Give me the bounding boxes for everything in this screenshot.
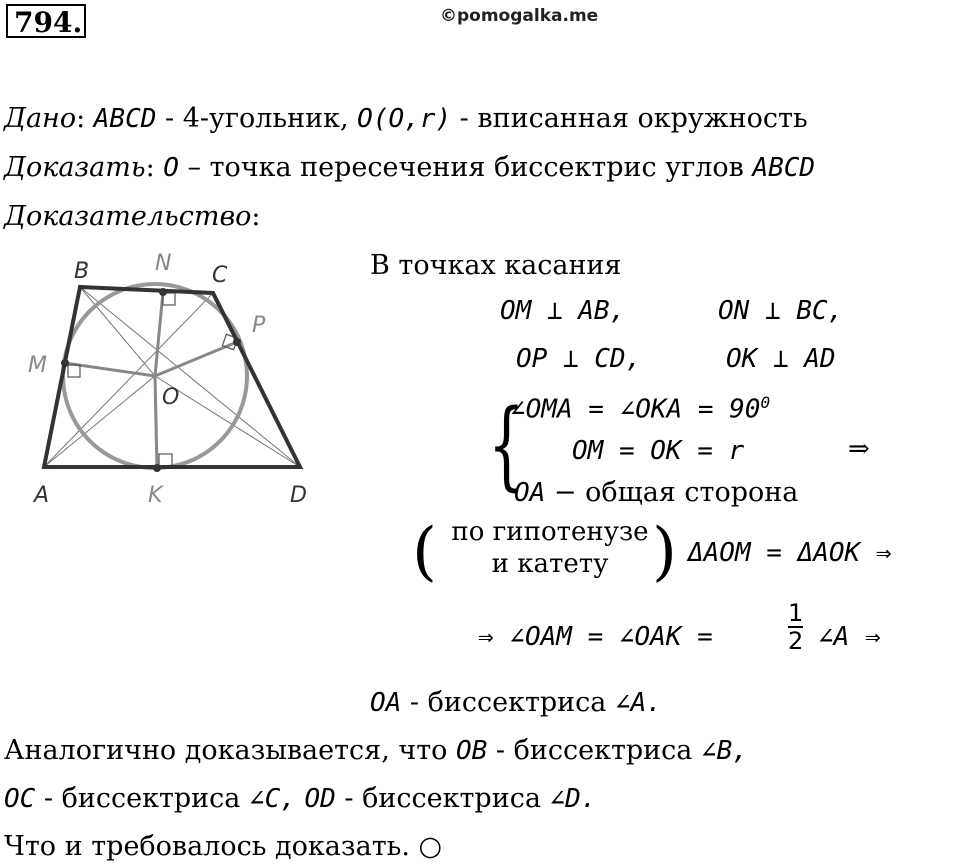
label-a: A [34,483,50,508]
system-line-3 [514,476,798,510]
similar-ob: OB [456,736,488,766]
prove-figure: ABCD [752,153,816,183]
perp-ok-ad: OK ⊥ AD [726,344,836,374]
bisector-a-angle: ∠A. [614,688,662,718]
quadrilateral-figure [0,240,360,520]
others-angle-c: ∠C, [248,784,296,814]
angle-a-implies: ∠A ⇒ [818,622,881,652]
criterion-text [436,516,664,580]
paren-right: ) [652,515,677,589]
similar-text2: - биссектриса [487,735,701,766]
label-n: N [155,251,172,276]
given-text2: - вписанная окружность [451,103,808,134]
similar-angle-b: ∠B, [700,736,748,766]
given-sep: : [76,103,94,134]
system-degree: 0 [760,393,771,412]
bisector-a-text: - биссектриса [401,687,615,718]
prove-sep: : [145,152,164,183]
perp-op-cd: OP ⊥ CD, [516,344,642,374]
system-oa: OA [514,478,546,508]
problem-number-text: 794 [14,6,73,39]
proof-colon: : [251,201,261,232]
system-implies: ⇒ [848,434,870,464]
bisector-a-line [370,686,662,720]
proof-line [4,200,261,234]
tangent-intro: В точках касания [370,250,622,281]
paren-left: ( [412,515,437,589]
prove-label: Доказать [4,152,146,183]
angle-equality: ⇒ ∠OAM = ∠OAK = [478,622,713,652]
given-figure: ABCD [93,104,157,134]
given-text1: - 4-угольник, [156,103,358,134]
label-p: P [252,313,266,338]
others-oc: OC [4,784,36,814]
criterion-line2: и катету [491,549,609,579]
perp-on-bc: ON ⊥ BC, [718,296,844,326]
others-angle-d: ∠D. [549,784,597,814]
site-watermark: ©pomogalka.me [440,6,599,26]
others-text1: - биссектриса [35,783,249,814]
perp-om-ab: OM ⊥ AB, [500,296,626,326]
given-circle: O(O,r) [357,104,452,134]
others-od: OD [304,784,336,814]
one-half [786,600,805,654]
prove-line [4,151,815,185]
given-line [4,102,808,136]
prove-text: – точка пересечения биссектрис углов [178,152,753,183]
triangle-congruence: ΔAOM = ΔAOK ⇒ [688,538,892,568]
label-d: D [290,483,307,508]
system-angles: ∠OMA = ∠OKA = 90 [510,394,761,425]
frac-num: 1 [788,599,804,627]
others-line [4,782,596,816]
others-text2: - биссектриса [335,783,550,814]
system-brace: { [488,389,525,501]
label-c: C [212,263,228,288]
label-o: O [162,385,180,410]
label-k: K [148,483,163,508]
similar-text1: Аналогично доказывается, что [4,735,456,766]
bisector-a-oa: OA [370,688,402,718]
label-b: B [74,259,90,284]
system-line-2: OM = OK = r [572,436,745,466]
frac-den: 2 [788,627,804,655]
system-line-1 [510,393,770,425]
similar-line [4,734,748,768]
conclusion: Что и требовалось доказать. ○ [4,831,443,862]
label-m: M [28,353,47,378]
proof-label: Доказательство [4,201,252,232]
given-label: Дано [4,103,77,134]
problem-number: 794. [6,4,86,38]
prove-point: O [163,153,179,183]
system-common-side: − общая сторона [545,477,799,508]
criterion-line1: по гипотенузе [451,517,649,547]
